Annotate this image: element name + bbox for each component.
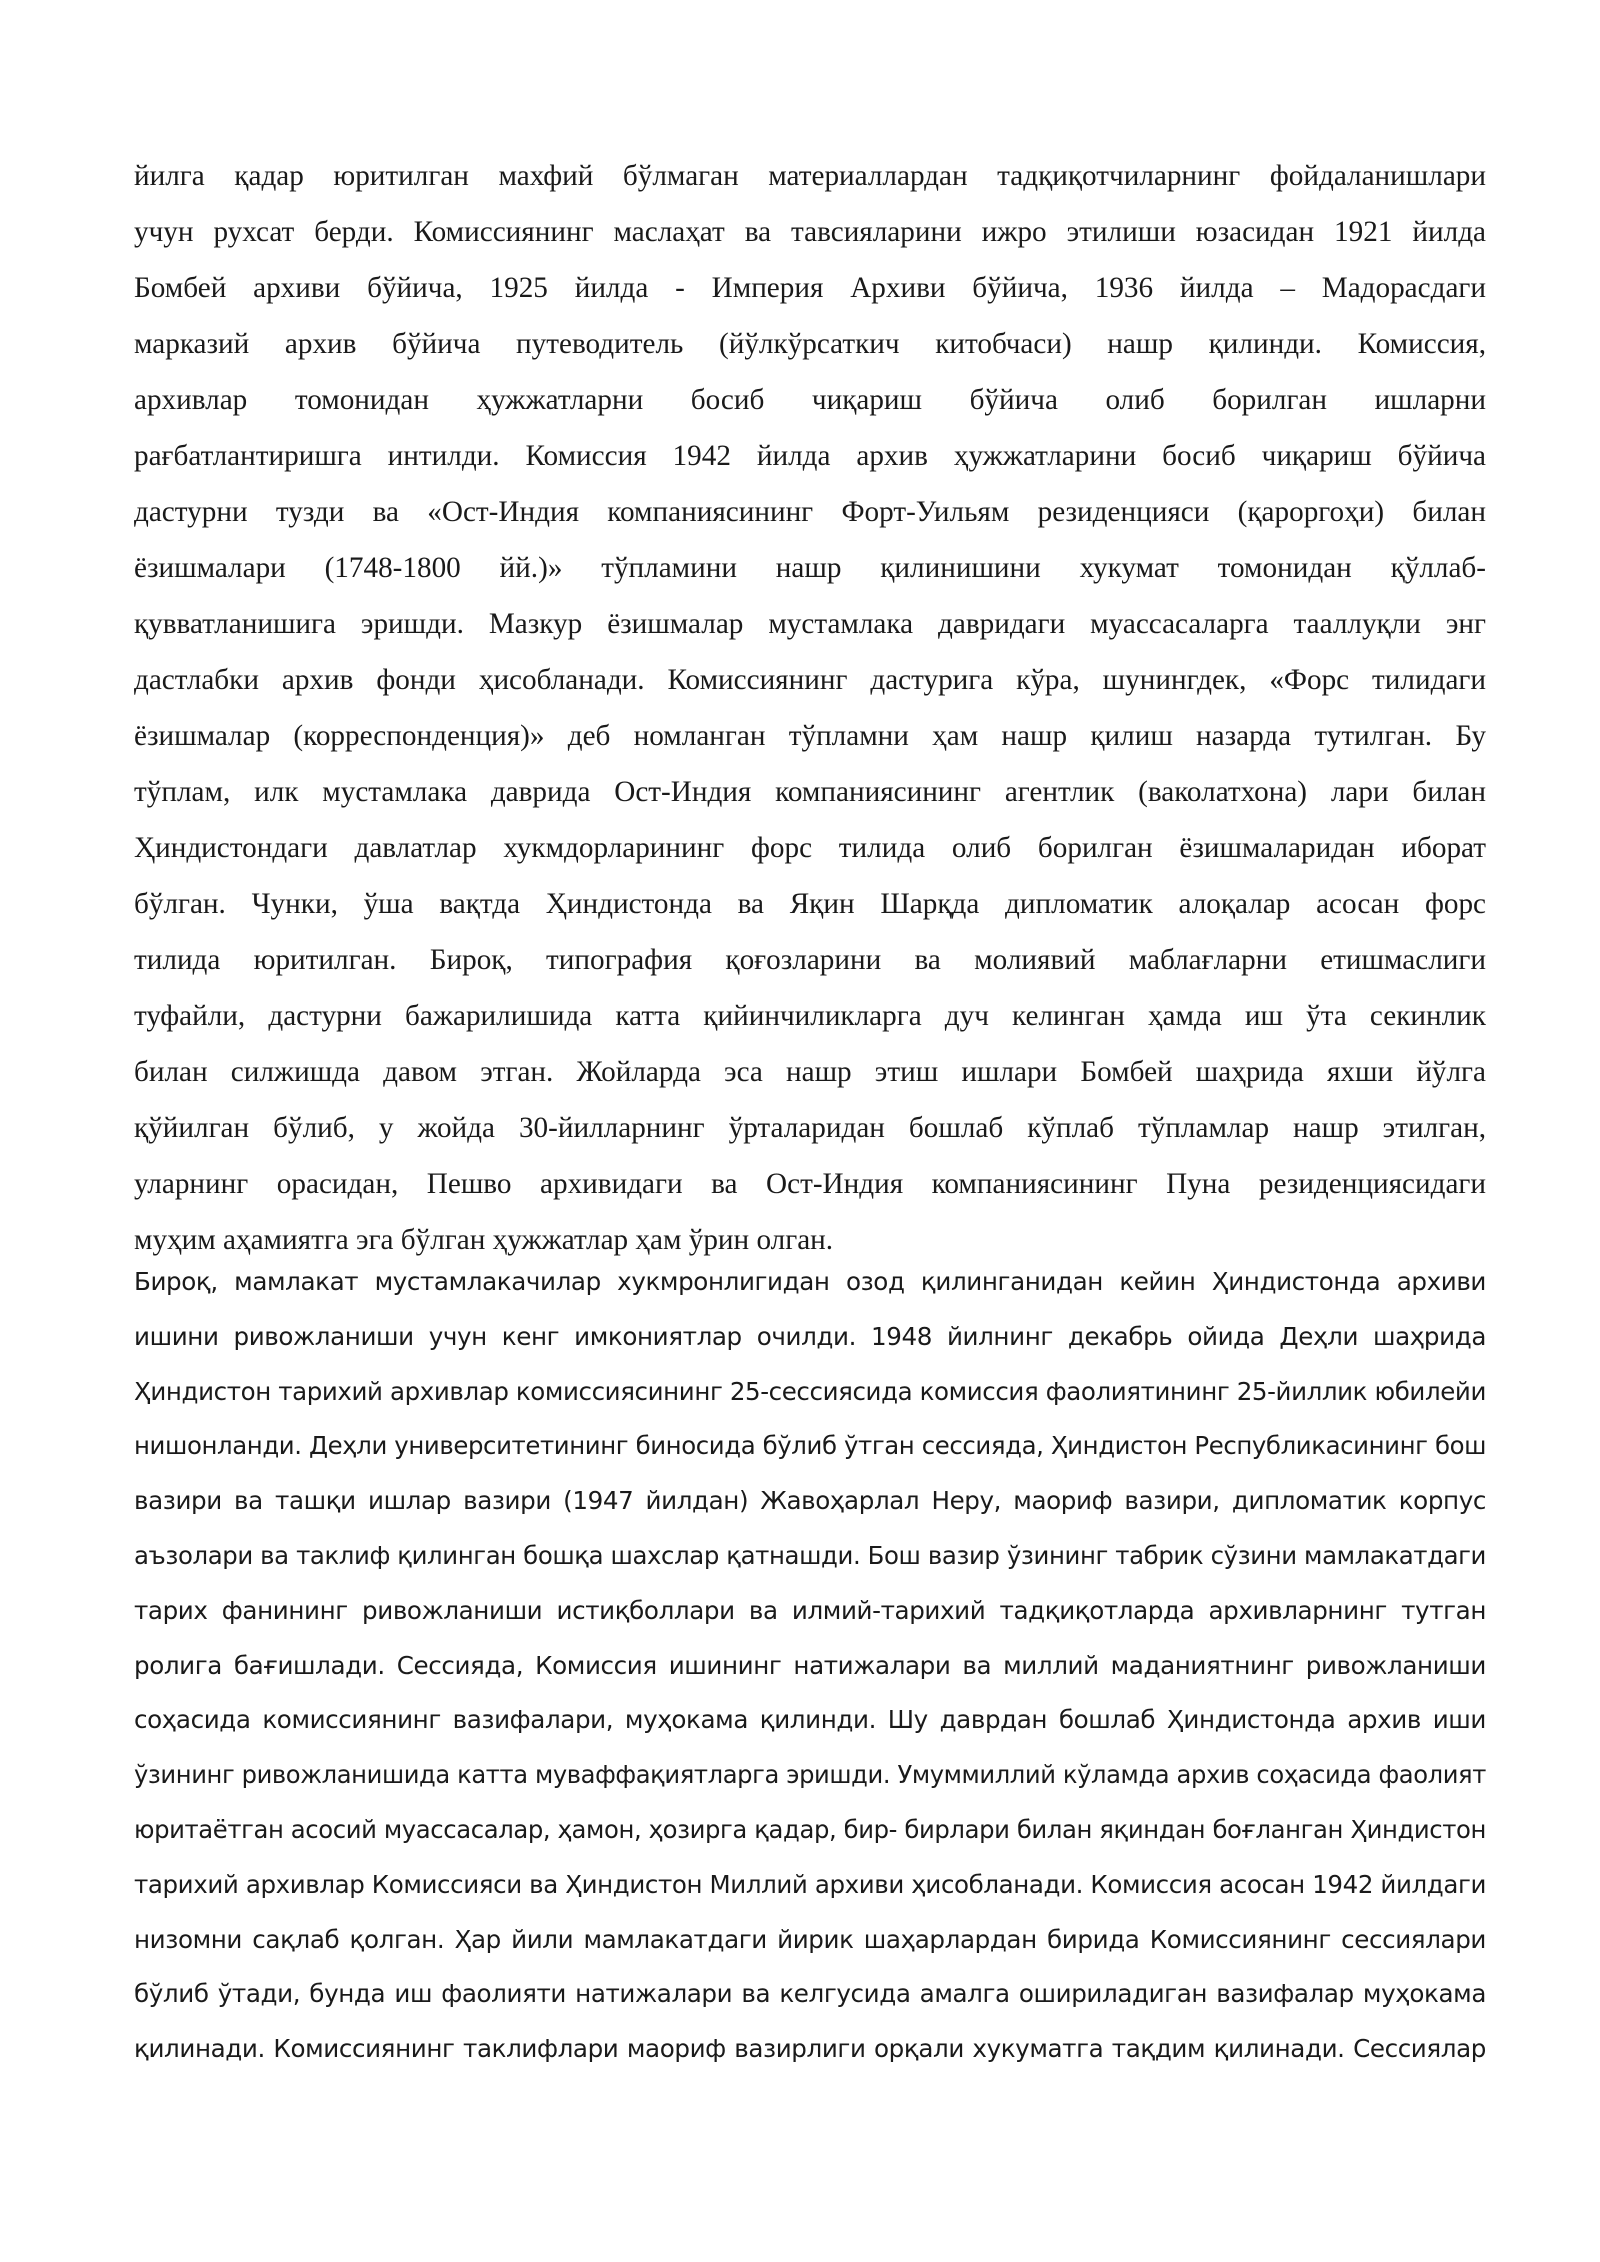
text-line: бўлиб ўтади, бунда иш фаолияти натижалари ва келгусида амалга ошириладиган вазифалар муҳокама (134, 1979, 1486, 2009)
text-line: соҳасида комиссиянинг вазифалари, муҳокама қилинди. Шу даврдан бошлаб Ҳиндистонда архив иши (134, 1705, 1486, 1735)
text-line: уларнинг орасидан, Пешво архивидаги ва Ост-Индия компаниясининг Пуна резиденциясидаги (134, 1168, 1486, 1200)
text-line: тарих фанининг ривожланиши истиқболлари ва илмий-тарихий тадқиқотларда архивларнинг тутган (134, 1595, 1486, 1625)
text-line: низомни сақлаб қолган. Ҳар йили мамлакатдаги йирик шаҳарлардан бирида Комиссиянинг сессиялари (134, 1924, 1486, 1954)
text-line: тарихий архивлар Комиссияси ва Ҳиндистон Миллий архиви ҳисобланади. Комиссия асосан 1942 йилдаги (134, 1869, 1487, 1899)
text-line: туфайли, дастурни бажарилишида катта қийинчиликларга дуч келинган ҳамда иш ўта секинлик (134, 1000, 1486, 1032)
text-line: марказий архив бўйича путеводитель (йўлкўрсаткич китобчаси) нашр қилинди. Комиссия, (134, 328, 1486, 360)
text-line: ўзининг ривожланишида катта муваффақиятларга эришди. Умуммиллий кўламда архив соҳасида фаолият (134, 1760, 1486, 1790)
text-line: аъзолари ва таклиф қилинган бошқа шахслар қатнашди. Бош вазир ўзининг табрик сўзини мамлакатдаги (134, 1540, 1487, 1570)
text-line: юритаётган асосий муассасалар, ҳамон, ҳозирга қадар, бир- бирлари билан яқиндан боғланган Ҳиндистон (134, 1814, 1487, 1844)
text-line: муҳим аҳамиятга эга бўлган ҳужжатлар ҳам ўрин олган. (134, 1224, 834, 1256)
text-line: билан силжишда давом этган. Жойларда эса нашр этиш ишлари Бомбей шаҳрида яхши йўлга (134, 1056, 1486, 1088)
text-line: Ҳиндистондаги давлатлар хукмдорларининг форс тилида олиб борилган ёзишмаларидан иборат (134, 832, 1486, 864)
text-line: Бомбей архиви бўйича, 1925 йилда - Империя Архиви бўйича, 1936 йилда – Мадорасдаги (134, 272, 1486, 304)
text-line: йилга қадар юритилган махфий бўлмаган материаллардан тадқиқотчиларнинг фойдаланишлари (134, 160, 1486, 192)
text-line: қўйилган бўлиб, у жойда 30-йилларнинг ўрталаридан бошлаб кўплаб тўпламлар нашр этилган, (134, 1112, 1486, 1144)
text-line: тўплам, илк мустамлака даврида Ост-Индия компаниясининг агентлик (ваколатхона) лари билан (134, 776, 1486, 808)
text-line: қувватланишига эришди. Мазкур ёзишмалар мустамлака давридаги муассасаларга тааллуқли энг (134, 608, 1486, 640)
text-line: архивлар томонидан ҳужжатларни босиб чиқариш бўйича олиб борилган ишларни (134, 384, 1486, 416)
text-line: қилинади. Комиссиянинг таклифлари маориф вазирлиги орқали хукуматга тақдим қилинади. Сессиялар (134, 2034, 1486, 2064)
text-line: дастлабки архив фонди ҳисобланади. Комиссиянинг дастурига кўра, шунингдек, «Форс тилидаги (134, 664, 1486, 696)
text-line: вазири ва ташқи ишлар вазири (1947 йилдан) Жавоҳарлал Неру, маориф вазири, дипломатик корпус (134, 1486, 1486, 1516)
text-line: ишини ривожланиши учун кенг имкониятлар очилди. 1948 йилнинг декабрь ойида Деҳли шаҳрида (134, 1321, 1486, 1351)
text-line: ёзишмалар (корреспонденция)» деб номланган тўпламни ҳам нашр қилиш назарда тутилган. Бу (134, 720, 1486, 752)
text-line: рағбатлантиришга интилди. Комиссия 1942 йилда архив ҳужжатларини босиб чиқариш бўйича (134, 440, 1486, 472)
text-line: нишонланди. Деҳли университетининг биносида бўлиб ўтган сессияда, Ҳиндистон Республикасининг бош (134, 1431, 1487, 1461)
text-line: Ҳиндистон тарихий архивлар комиссиясининг 25-сессиясида комиссия фаолиятининг 25-йиллик юбилейи (134, 1376, 1486, 1406)
paragraph-serif (134, 148, 1486, 1268)
text-line: тилида юритилган. Бироқ, типография қоғозларини ва молиявий маблағларни етишмаслиги (134, 944, 1486, 976)
text-line: учун рухсат берди. Комиссиянинг маслаҳат ва тавсияларини ижро этилиши юзасидан 1921 йилда (134, 216, 1486, 248)
text-line: ёзишмалари (1748-1800 йй.)» тўпламини нашр қилинишини хукумат томонидан қўллаб- (134, 552, 1486, 584)
paragraph-sans (134, 1255, 1486, 2077)
text-line: бўлган. Чунки, ўша вақтда Ҳиндистонда ва Яқин Шарқда дипломатик алоқалар асосан форс (134, 888, 1486, 920)
text-line: дастурни тузди ва «Ост-Индия компаниясининг Форт-Уильям резиденцияси (қароргоҳи) билан (134, 496, 1486, 528)
text-line: ролига бағишлади. Сессияда, Комиссия ишининг натижалари ва миллий маданиятнинг ривожланиши (134, 1650, 1486, 1680)
text-line: Бироқ, мамлакат мустамлакачилар хукмронлигидан озод қилинганидан кейин Ҳиндистонда архиви (134, 1267, 1486, 1296)
